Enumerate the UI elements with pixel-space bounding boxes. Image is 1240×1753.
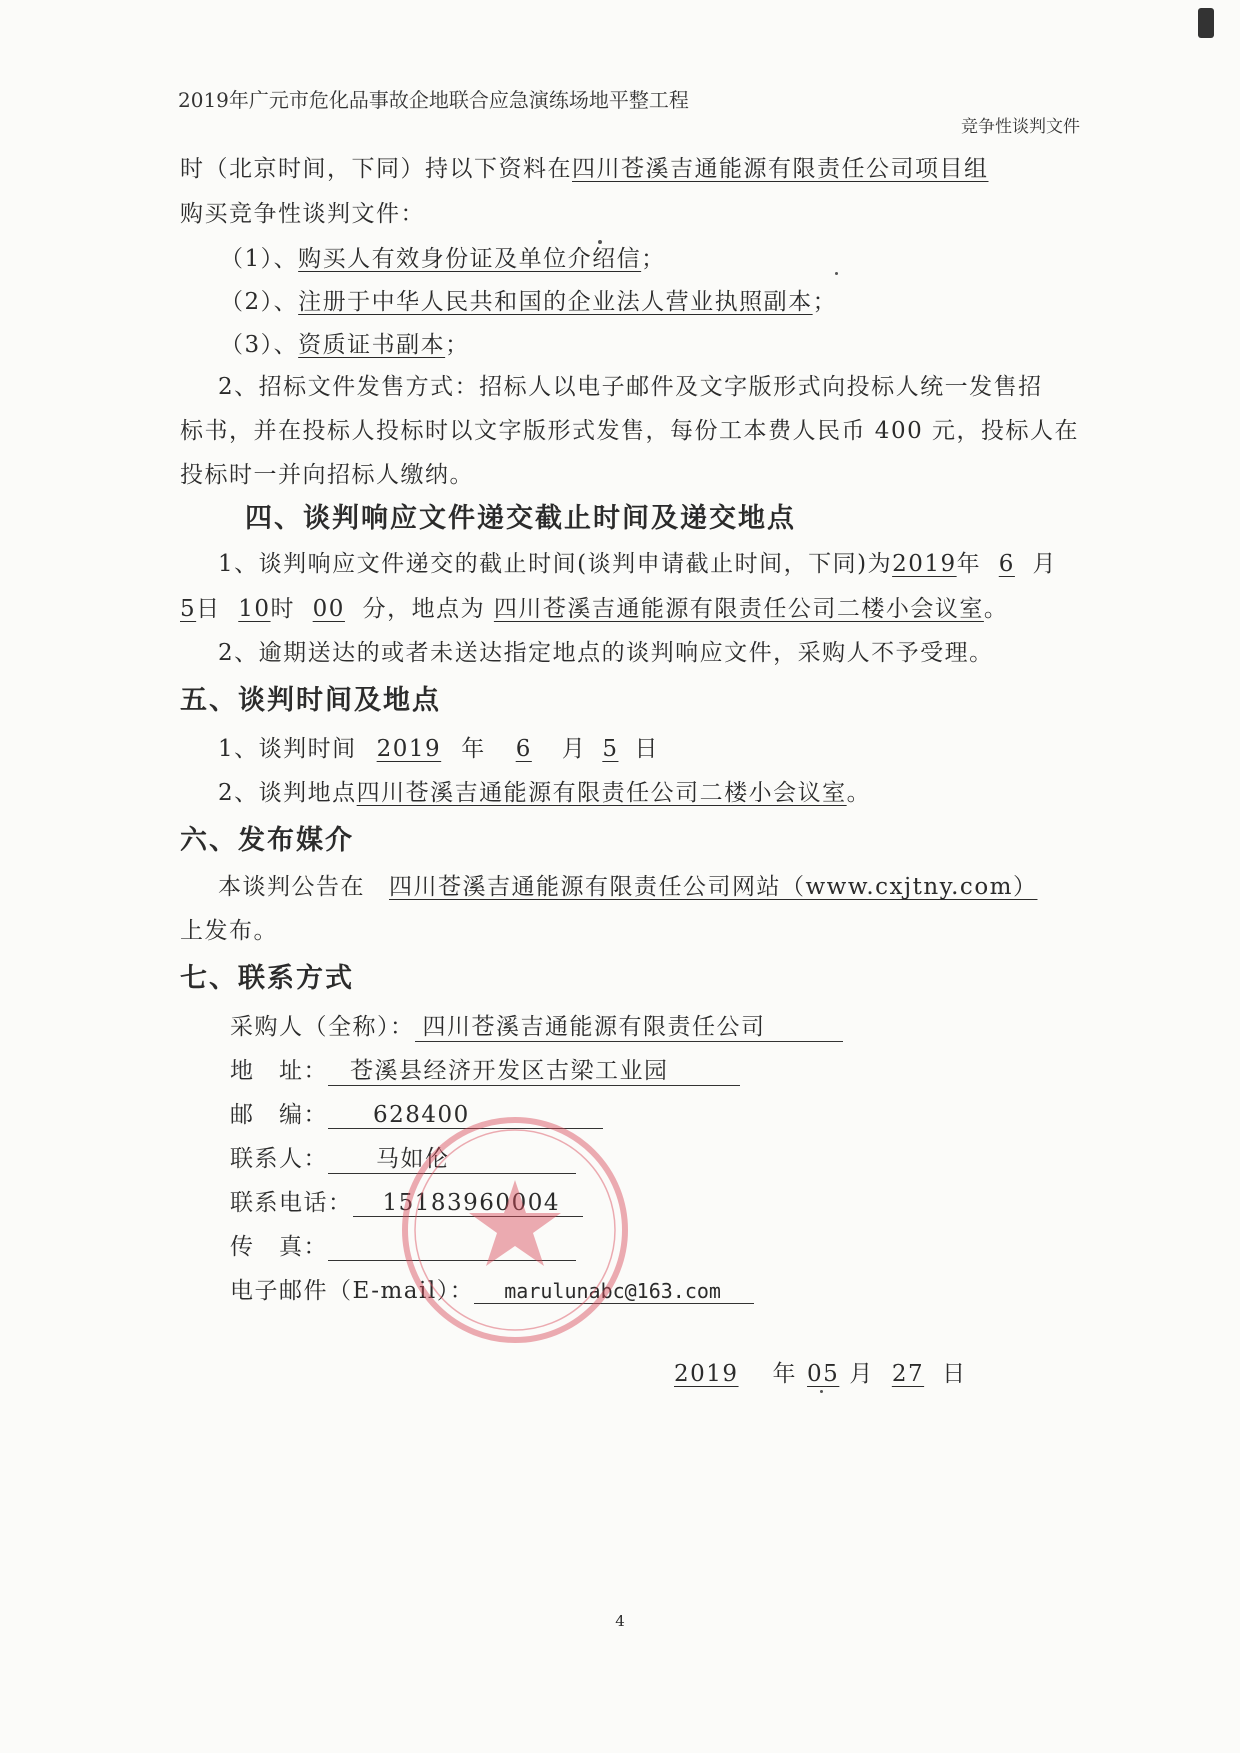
item-text: 注册于中华人民共和国的企业法人营业执照副本 [298, 289, 813, 315]
hour-char: 时 [270, 596, 296, 622]
postcode-label: 邮 编： [230, 1102, 328, 1128]
fax-label: 传 真： [230, 1234, 328, 1260]
item-number: （2）、 [220, 289, 299, 315]
item-number: （3）、 [220, 332, 299, 358]
sec4-deadline-line-2 [180, 590, 1080, 623]
negotiation-year: 2019 [376, 736, 442, 762]
intro-line-2: 购买竞争性谈判文件： [180, 201, 425, 227]
deadline-hour: 10 [238, 596, 271, 622]
header-project-title: 2019年广元市危化品事故企地联合应急演练场地平整工程 [178, 88, 689, 112]
purchase-location: 四川苍溪吉通能源有限责任公司项目组 [572, 156, 989, 182]
end-punct: 。 [846, 780, 872, 806]
month-char: 月 [1032, 551, 1058, 577]
sale-method-line-3: 投标时一并向招标人缴纳。 [180, 462, 474, 488]
date-year: 2019 [674, 1361, 739, 1387]
intro-text: 时（北京时间，下同）持以下资料在 [180, 156, 572, 182]
negotiation-month: 6 [515, 736, 532, 762]
item-punct: ； [445, 332, 470, 358]
contact-email-row [230, 1272, 1130, 1305]
email-value: marulunabc@163.com [474, 1279, 754, 1304]
address-value: 苍溪县经济开发区古梁工业园 [328, 1052, 740, 1086]
requirement-item-3 [220, 326, 1120, 359]
buyer-label: 采购人（全称）： [230, 1014, 415, 1040]
item-punct: ； [812, 289, 838, 315]
day-char: 日 [942, 1361, 967, 1387]
section-7-heading: 七、联系方式 [180, 963, 354, 994]
intro-line-1 [180, 150, 1080, 183]
scan-speck [598, 240, 602, 244]
email-label: 电子邮件（E-mail）： [230, 1278, 475, 1304]
month-char: 月 [561, 736, 587, 762]
negotiation-day: 5 [602, 736, 619, 762]
scan-mark [1198, 8, 1214, 38]
item-text: 购买人有效身份证及单位介绍信 [298, 246, 642, 272]
item-number: （1）、 [220, 246, 299, 272]
minute-text: 分，地点为 [362, 596, 486, 622]
postcode-value: 628400 [328, 1102, 603, 1129]
contact-person-row [230, 1140, 1130, 1174]
sec4-late-rule: 2、逾期送达的或者未送达指定地点的谈判响应文件，采购人不予受理。 [218, 640, 994, 666]
address-label: 地 址： [230, 1058, 328, 1084]
section-5-heading: 五、谈判时间及地点 [180, 685, 441, 716]
month-char: 月 [849, 1361, 874, 1387]
year-char: 年 [461, 736, 486, 762]
date-day: 27 [891, 1361, 925, 1387]
negotiation-place: 四川苍溪吉通能源有限责任公司二楼小会议室 [356, 780, 847, 806]
contact-postcode-row [230, 1096, 1130, 1129]
day-char: 日 [634, 736, 659, 762]
contact-value: 马如伦 [328, 1140, 576, 1174]
deadline-day: 5 [180, 596, 197, 622]
scan-speck [820, 1390, 823, 1393]
day-char: 日 [196, 596, 221, 622]
requirement-item-1 [220, 240, 1120, 273]
section-6-heading: 六、发布媒介 [180, 825, 354, 856]
contact-phone-row [230, 1184, 1130, 1217]
sec6-media-end: 上发布。 [180, 918, 278, 944]
year-char: 年 [956, 551, 982, 577]
deadline-month: 6 [998, 551, 1015, 577]
phone-label: 联系电话： [230, 1190, 353, 1216]
contact-buyer-row [230, 1008, 1130, 1042]
sale-method-line-2: 标书，并在投标人投标时以文字版形式发售，每份工本费人民币 400 元，投标人在 [180, 418, 1080, 444]
end-punct: 。 [983, 596, 1009, 622]
deadline-text: 1、谈判响应文件递交的截止时间(谈判申请截止时间，下同)为 [218, 551, 893, 577]
contact-fax-row [230, 1228, 1130, 1261]
sec6-media-line [218, 868, 1118, 901]
date-month: 05 [807, 1361, 840, 1387]
item-text: 资质证书副本 [298, 332, 446, 358]
page-number: 4 [615, 1612, 625, 1630]
section-4-heading: 四、谈判响应文件递交截止时间及递交地点 [245, 503, 796, 534]
sale-method-line-1: 2、招标文件发售方式：招标人以电子邮件及文字版形式向投标人统一发售招 [218, 374, 1043, 400]
header-doc-type: 竞争性谈判文件 [961, 117, 1080, 137]
deadline-year: 2019 [892, 551, 957, 577]
deadline-minute: 00 [312, 596, 345, 622]
contact-address-row [230, 1052, 1130, 1086]
scan-speck [835, 272, 838, 275]
contact-label: 联系人： [230, 1146, 328, 1172]
sec5-time-line [218, 730, 1118, 763]
submission-place: 四川苍溪吉通能源有限责任公司二楼小会议室 [493, 596, 984, 622]
requirement-item-2 [220, 283, 1120, 316]
phone-value: 15183960004 [353, 1190, 583, 1217]
item-punct: ； [641, 246, 666, 272]
year-char: 年 [772, 1361, 798, 1387]
sec5-place-line [218, 774, 1118, 807]
time-label: 1、谈判时间 [218, 736, 357, 762]
company-seal-stamp [395, 1110, 635, 1350]
buyer-value: 四川苍溪吉通能源有限责任公司 [415, 1008, 843, 1042]
publish-website: 四川苍溪吉通能源有限责任公司网站（www.cxjtny.com） [389, 874, 1038, 900]
sec4-deadline-line-1 [218, 545, 1118, 578]
place-label: 2、谈判地点 [218, 780, 357, 806]
document-date [640, 1355, 1240, 1388]
media-text: 本谈判公告在 [218, 874, 365, 900]
